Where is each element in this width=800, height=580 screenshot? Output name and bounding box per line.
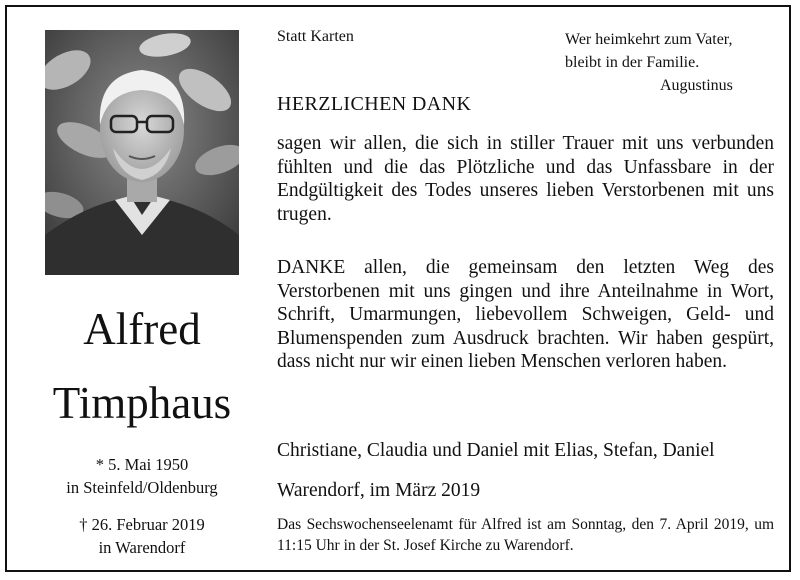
mass-note: Das Sechswochenseelenamt für Alfred ist am Sonntag, den 7. April 2019, um 11:15 Uhr in der St. Josef Kirche zu Warendorf. — [277, 516, 774, 554]
death-date: † 26. Februar 2019 — [79, 515, 205, 534]
deceased-first-name: Alfred — [83, 304, 201, 354]
quote — [565, 28, 775, 97]
quote-line: bleibt in der Familie. — [565, 54, 700, 71]
thanks-paragraph: sagen wir allen, die sich in stiller Trauer mit uns verbunden fühlten und die das Plötzliche und das Unfassbare in der Endgültigkeit des Todes unseres lieben Verstorbenen mit uns trugen. — [277, 133, 774, 225]
deceased-last-name: Timphaus — [52, 378, 232, 428]
quote-line: Wer heimkehrt zum Vater, — [565, 31, 733, 48]
thanks-heading: HERZLICHEN DANK — [277, 93, 472, 115]
place-date: Warendorf, im März 2019 — [277, 480, 481, 501]
statt-karten-label: Statt Karten — [277, 28, 354, 45]
portrait-photo — [45, 30, 239, 275]
death-info — [20, 513, 264, 559]
birth-info — [20, 453, 264, 499]
birth-place: in Steinfeld/Oldenburg — [66, 478, 218, 497]
death-place: in Warendorf — [98, 538, 186, 557]
quote-author: Augustinus — [660, 77, 733, 94]
danke-paragraph: DANKE allen, die gemeinsam den letzten Weg des Verstorbenen mit uns gingen und ihre Anteilnahme in Wort, Schrift, Umarmungen, liebevollem Schweigen, Geld- und Blumenspenden zum Ausdruck brachten. Wir haben gespürt, dass nicht nur wir einen lieben Menschen verloren haben. — [277, 257, 774, 372]
family-signature: Christiane, Claudia und Daniel mit Elias, Stefan, Daniel — [277, 440, 715, 461]
birth-date: * 5. Mai 1950 — [95, 455, 189, 474]
